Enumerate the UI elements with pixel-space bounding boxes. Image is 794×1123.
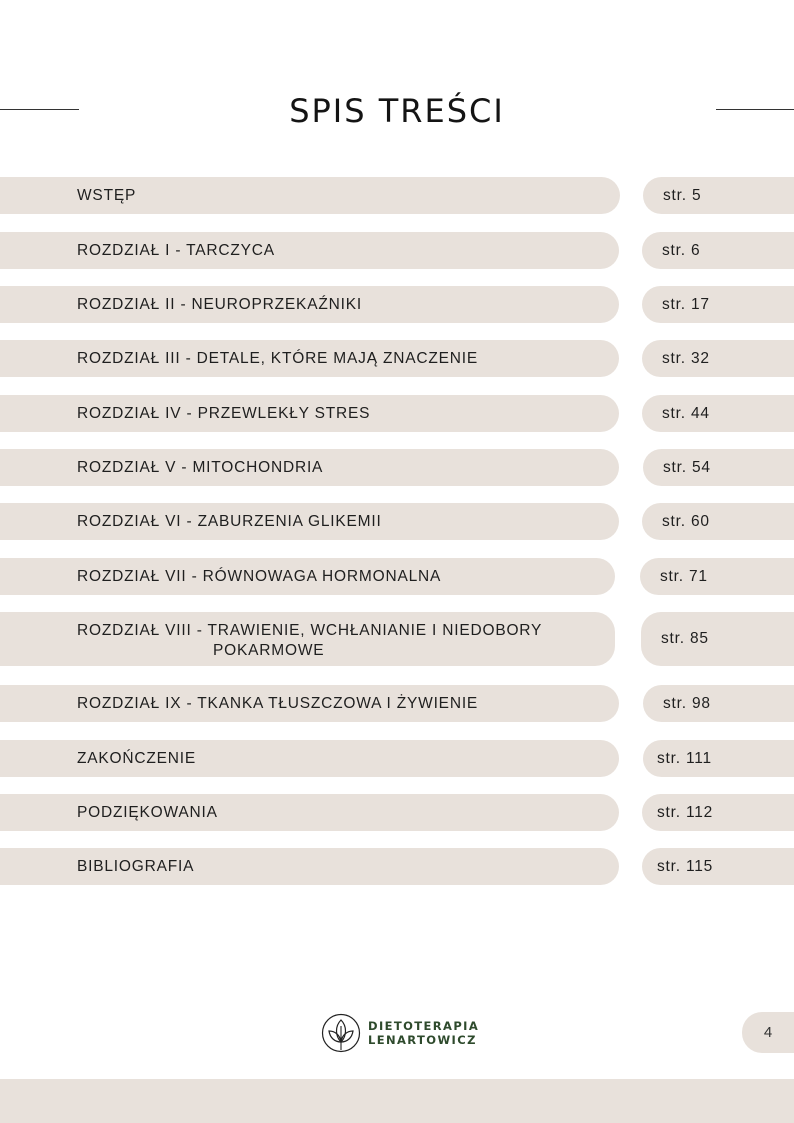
toc-page-badge[interactable]: str. 115 [642, 848, 794, 885]
brand-name: DIETOTERAPIA LENARTOWICZ [368, 1019, 480, 1047]
toc-entry-rozdzial-8[interactable] [0, 612, 615, 666]
toc-page-badge[interactable]: str. 17 [642, 286, 794, 323]
toc-label: ROZDZIAŁ VIII - TRAWIENIE, WCHŁANIANIE I NIEDOBORY [77, 622, 543, 639]
toc-label: ROZDZIAŁ V - MITOCHONDRIA [77, 458, 324, 476]
toc-label: ZAKOŃCZENIE [77, 749, 197, 767]
toc-label: ROZDZIAŁ II - NEUROPRZEKAŹNIKI [77, 295, 362, 313]
toc-label: ROZDZIAŁ VI - ZABURZENIA GLIKEMII [77, 512, 382, 530]
page-title: SPIS TREŚCI [289, 92, 505, 130]
toc-label: PODZIĘKOWANIA [77, 803, 218, 821]
toc-entry-rozdzial-4[interactable] [0, 395, 619, 432]
toc-page-badge[interactable]: str. 71 [640, 558, 794, 595]
toc-page-badge[interactable]: str. 85 [641, 612, 794, 666]
toc-entry-rozdzial-6[interactable] [0, 503, 619, 540]
brand-logo [321, 1012, 481, 1054]
bottom-band [0, 1079, 794, 1123]
toc-entry-zakonczenie[interactable] [0, 740, 619, 777]
toc-entry-rozdzial-3[interactable] [0, 340, 619, 377]
toc-entry-wstep[interactable] [0, 177, 620, 214]
toc-entry-rozdzial-2[interactable] [0, 286, 619, 323]
toc-label: ROZDZIAŁ IV - PRZEWLEKŁY STRES [77, 404, 371, 422]
toc-label: ROZDZIAŁ IX - TKANKA TŁUSZCZOWA I ŻYWIENIE [77, 694, 479, 712]
toc-page-badge[interactable]: str. 6 [642, 232, 794, 269]
toc-entry-podziekowania[interactable] [0, 794, 619, 831]
toc-page-badge[interactable]: str. 60 [642, 503, 794, 540]
toc-page-badge[interactable]: str. 54 [643, 449, 794, 486]
toc-entry-rozdzial-7[interactable] [0, 558, 615, 595]
toc-label-line-2: POKARMOWE [213, 642, 325, 659]
toc-page-badge[interactable]: str. 44 [642, 395, 794, 432]
toc-label: WSTĘP [77, 186, 137, 204]
toc-label: ROZDZIAŁ III - DETALE, KTÓRE MAJĄ ZNACZENIE [77, 349, 478, 367]
toc-label: BIBLIOGRAFIA [77, 857, 195, 875]
toc-page-badge[interactable]: str. 5 [643, 177, 794, 214]
toc-entry-rozdzial-9[interactable] [0, 685, 619, 722]
toc-page-badge[interactable]: str. 112 [642, 794, 794, 831]
toc-page-badge[interactable]: str. 32 [642, 340, 794, 377]
toc-label: ROZDZIAŁ VII - RÓWNOWAGA HORMONALNA [77, 567, 442, 585]
toc-entry-bibliografia[interactable] [0, 848, 619, 885]
toc-label: ROZDZIAŁ I - TARCZYCA [77, 241, 275, 259]
toc-page-badge[interactable]: str. 98 [643, 685, 794, 722]
toc-entry-rozdzial-1[interactable] [0, 232, 619, 269]
page-number: 4 [742, 1012, 794, 1053]
toc-entry-rozdzial-5[interactable] [0, 449, 619, 486]
toc-page-badge[interactable]: str. 111 [643, 740, 794, 777]
leaf-logo-icon [321, 1012, 361, 1054]
